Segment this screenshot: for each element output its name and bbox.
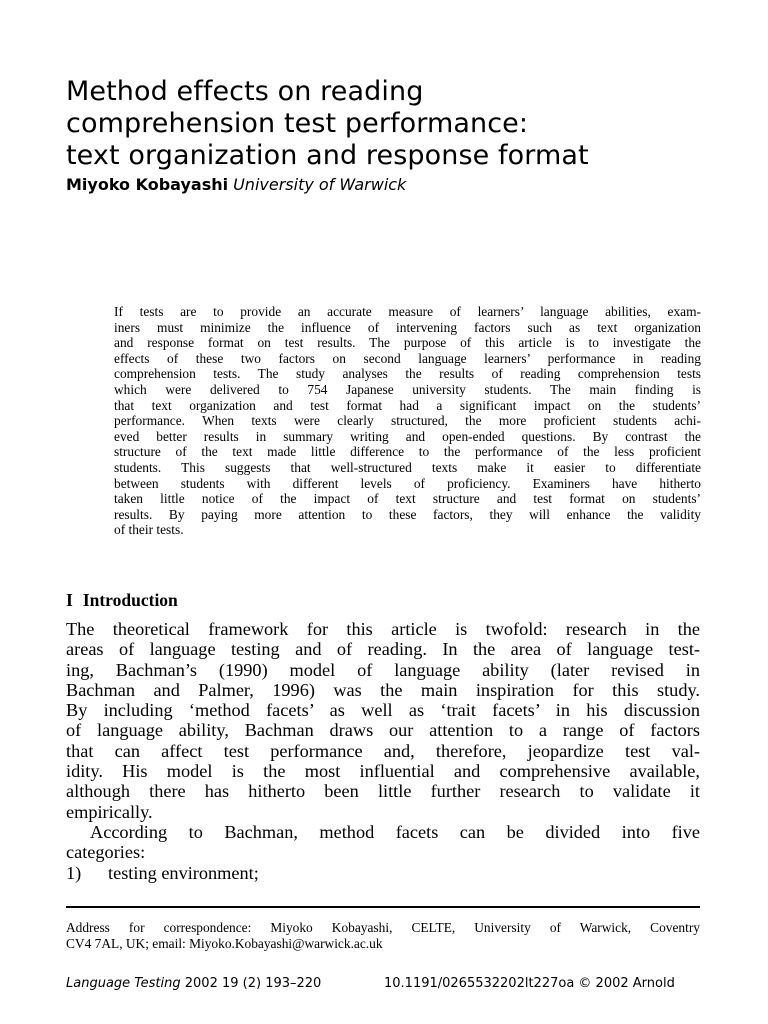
abstract-line: effects of these two factors on second language learners’ performance in reading xyxy=(114,350,701,366)
abstract-line: of their tests. xyxy=(114,522,184,538)
body-line: areas of language testing and of reading. In the area of language test- xyxy=(66,639,700,660)
body-line: The theoretical framework for this article is twofold: research in the xyxy=(66,619,700,639)
journal-citation: 2002 19 (2) 193–220 xyxy=(184,976,322,991)
body-line: of language ability, Bachman draws our attention to a range of factors xyxy=(66,720,700,741)
journal-name: Language Testing xyxy=(66,976,181,991)
abstract-line: taken little notice of the impact of text structure and test format on students’ xyxy=(114,491,701,507)
title-line: comprehension test performance: xyxy=(66,108,529,139)
abstract-line: structure of the text made little difference to the performance of the less proficient xyxy=(114,444,701,460)
abstract-line: performance. When texts were clearly structured, the more proficient students achi- xyxy=(114,413,701,429)
body-line: By including ‘method facets’ as well as ‘trait facets’ in his discussion xyxy=(66,700,700,721)
author-name: Miyoko Kobayashi xyxy=(66,175,229,194)
list-marker: 1) xyxy=(66,862,82,883)
abstract-line: If tests are to provide an accurate measure of learners’ language abilities, exam- xyxy=(114,304,701,319)
footnote-line: CV4 7AL, UK; email: Miyoko.Kobayashi@warwick.ac.uk xyxy=(66,936,383,951)
page-footer xyxy=(66,975,700,993)
title-line: Method effects on reading xyxy=(66,76,424,107)
abstract-line: results. By paying more attention to these factors, they will enhance the validity xyxy=(114,506,701,522)
list-item xyxy=(66,863,700,883)
body-line: According to Bachman, method facets can be divided into five xyxy=(90,821,700,842)
body-text xyxy=(66,619,700,883)
abstract-line: that text organization and test format had a significant impact on the students’ xyxy=(114,397,701,413)
footnote-divider xyxy=(66,906,700,908)
body-line: categories: xyxy=(66,842,146,863)
correspondence-footnote xyxy=(66,920,700,952)
title-line: text organization and response format xyxy=(66,140,589,171)
footnote-line: Address for correspondence: Miyoko Kobayashi, CELTE, University of Warwick, Coventry xyxy=(66,920,700,935)
abstract-line: iners must minimize the influence of intervening factors such as text organization xyxy=(114,319,701,335)
article-title xyxy=(66,76,726,172)
section-number: I xyxy=(66,590,73,610)
doi-copyright: 10.1191/0265532202lt227oa © 2002 Arnold xyxy=(384,976,675,991)
body-line: that can affect test performance and, therefore, jeopardize test val- xyxy=(66,740,700,761)
abstract-line: eved better results in summary writing and open-ended questions. By contrast the xyxy=(114,428,701,444)
abstract-line: which were delivered to 754 Japanese university students. The main finding is xyxy=(114,381,701,397)
section-title: Introduction xyxy=(82,590,178,610)
body-line: idity. His model is the most influential and comprehensive available, xyxy=(66,761,700,782)
abstract-line: between students with different levels of proficiency. Examiners have hitherto xyxy=(114,475,701,491)
abstract-line: comprehension tests. The study analyses the results of reading comprehension tests xyxy=(114,366,701,382)
body-line: empirically. xyxy=(66,801,153,822)
abstract-line: and response format on test results. The purpose of this article is to investigate the xyxy=(114,335,701,351)
author-affiliation: University of Warwick xyxy=(233,175,407,194)
list-item-text: testing environment; xyxy=(108,862,259,883)
body-line: Bachman and Palmer, 1996) was the main inspiration for this study. xyxy=(66,679,700,700)
author-byline xyxy=(66,175,406,195)
abstract xyxy=(114,304,701,538)
body-line: although there has hitherto been little further research to validate it xyxy=(66,781,700,802)
abstract-line: students. This suggests that well-structured texts make it easier to differentiate xyxy=(114,459,701,475)
body-line: ing, Bachman’s (1990) model of language ability (later revised in xyxy=(66,659,700,680)
section-heading xyxy=(66,589,178,611)
